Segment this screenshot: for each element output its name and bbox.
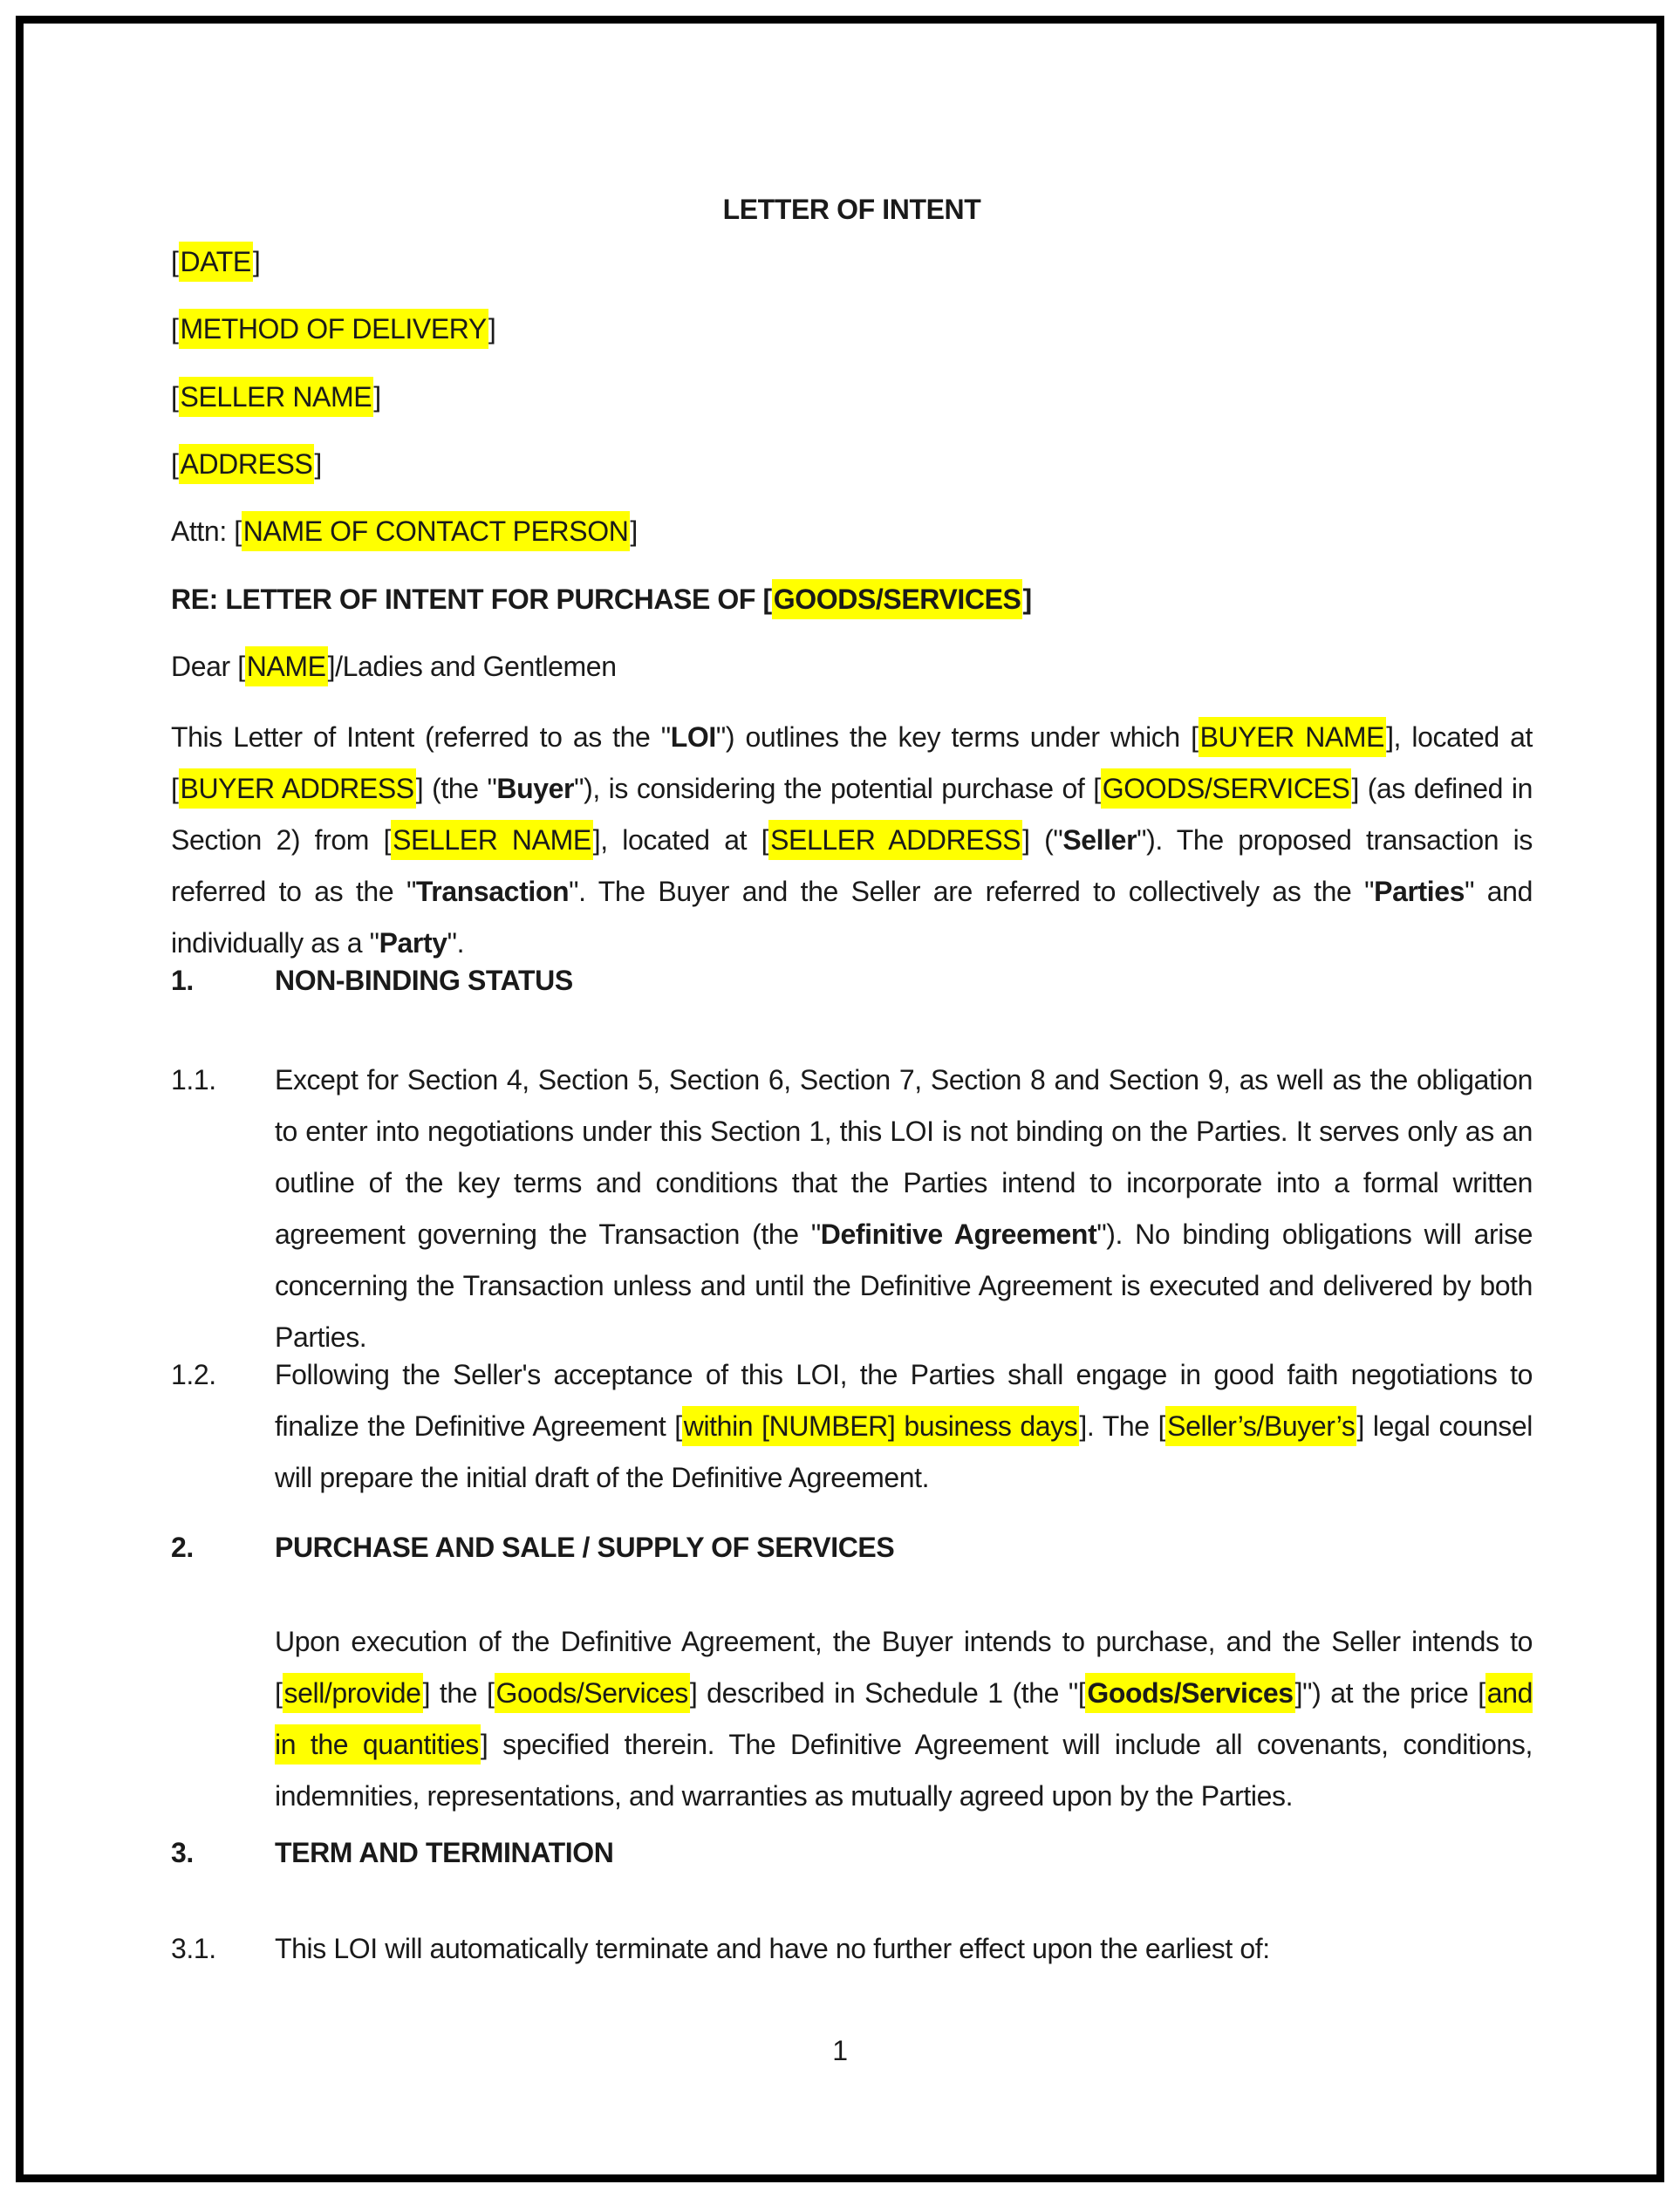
clause-number: 1.1. [171,1064,216,1096]
document-title: LETTER OF INTENT [722,194,981,225]
re-subject-line: RE: LETTER OF INTENT FOR PURCHASE OF [GOODS/SERVICES] [171,574,1533,625]
date-placeholder-line: [DATE] [171,236,1533,288]
seller-name-line: [SELLER NAME] [171,372,1533,423]
clause-text: Except for Section 4, Section 5, Section 6, Section 7, Section 8 and Section 9, as well as the obligation to enter into negotiations under this Section 1, this LOI is not binding on the Parties. It serves only as an outline of the key terms and conditions that the Parties intend to incorporate into a formal written agreement governing the Transaction (the "Definitive Agreement"). No binding obligations will arise concerning the Transaction unless and until the Definitive Agreement is executed and delivered by both Parties. [275,1064,1533,1353]
section-number: 3. [171,1837,194,1868]
salutation-line: Dear [NAME]/Ladies and Gentlemen [171,641,1533,693]
page-number: 1 [832,2035,848,2066]
section-1-heading [171,955,1533,1007]
clause-3-1 [171,1923,1533,1975]
section-2-paragraph [171,1616,1533,1822]
section-heading-text: NON-BINDING STATUS [275,965,573,996]
section-number: 1. [171,965,194,996]
clause-text: This LOI will automatically terminate and have no further effect upon the earliest of: [275,1933,1270,1964]
clause-1-2 [171,1349,1533,1504]
address-line: [ADDRESS] [171,439,1533,490]
delivery-method-line: [METHOD OF DELIVERY] [171,304,1533,355]
section-heading-text: TERM AND TERMINATION [275,1837,614,1868]
clause-1-1 [171,1055,1533,1363]
attn-line: Attn: [NAME OF CONTACT PERSON] [171,506,1533,557]
clause-number-spacer [171,1616,275,1822]
section-heading-text: PURCHASE AND SALE / SUPPLY OF SERVICES [275,1532,895,1563]
section-2-heading [171,1522,1533,1573]
clause-text: Upon execution of the Definitive Agreement, the Buyer intends to purchase, and the Seller intends to [sell/provide] the [Goods/Services] described in Schedule 1 (the "[Goods/Services]") at the price [and in the quantities] specified therein. The Definitive Agreement will include all covenants, conditions, indemnities, representations, and warranties as mutually agreed upon by the Parties. [275,1626,1533,1812]
clause-number: 3.1. [171,1933,216,1964]
clause-number: 1.2. [171,1359,216,1390]
clause-text: Following the Seller's acceptance of this LOI, the Parties shall engage in good faith negotiations to finalize the Definitive Agreement [within [NUMBER] business days]. The [Seller’s/Buyer’s] legal counsel will prepare the initial draft of the Definitive Agreement. [275,1359,1533,1493]
section-number: 2. [171,1532,194,1563]
section-3-heading [171,1827,1533,1879]
intro-paragraph: This Letter of Intent (referred to as the "LOI") outlines the key terms under which [BUYER NAME], located at [BUYER ADDRESS] (the "Buyer"), is considering the potential purchase of [GOODS/SERVICES] (as defined in Section 2) from [SELLER NAME], located at [SELLER ADDRESS] ("Seller"). The proposed transaction is referred to as the "Transaction". The Buyer and the Seller are referred to collectively as the "Parties" and individually as a "Party". [171,712,1533,969]
